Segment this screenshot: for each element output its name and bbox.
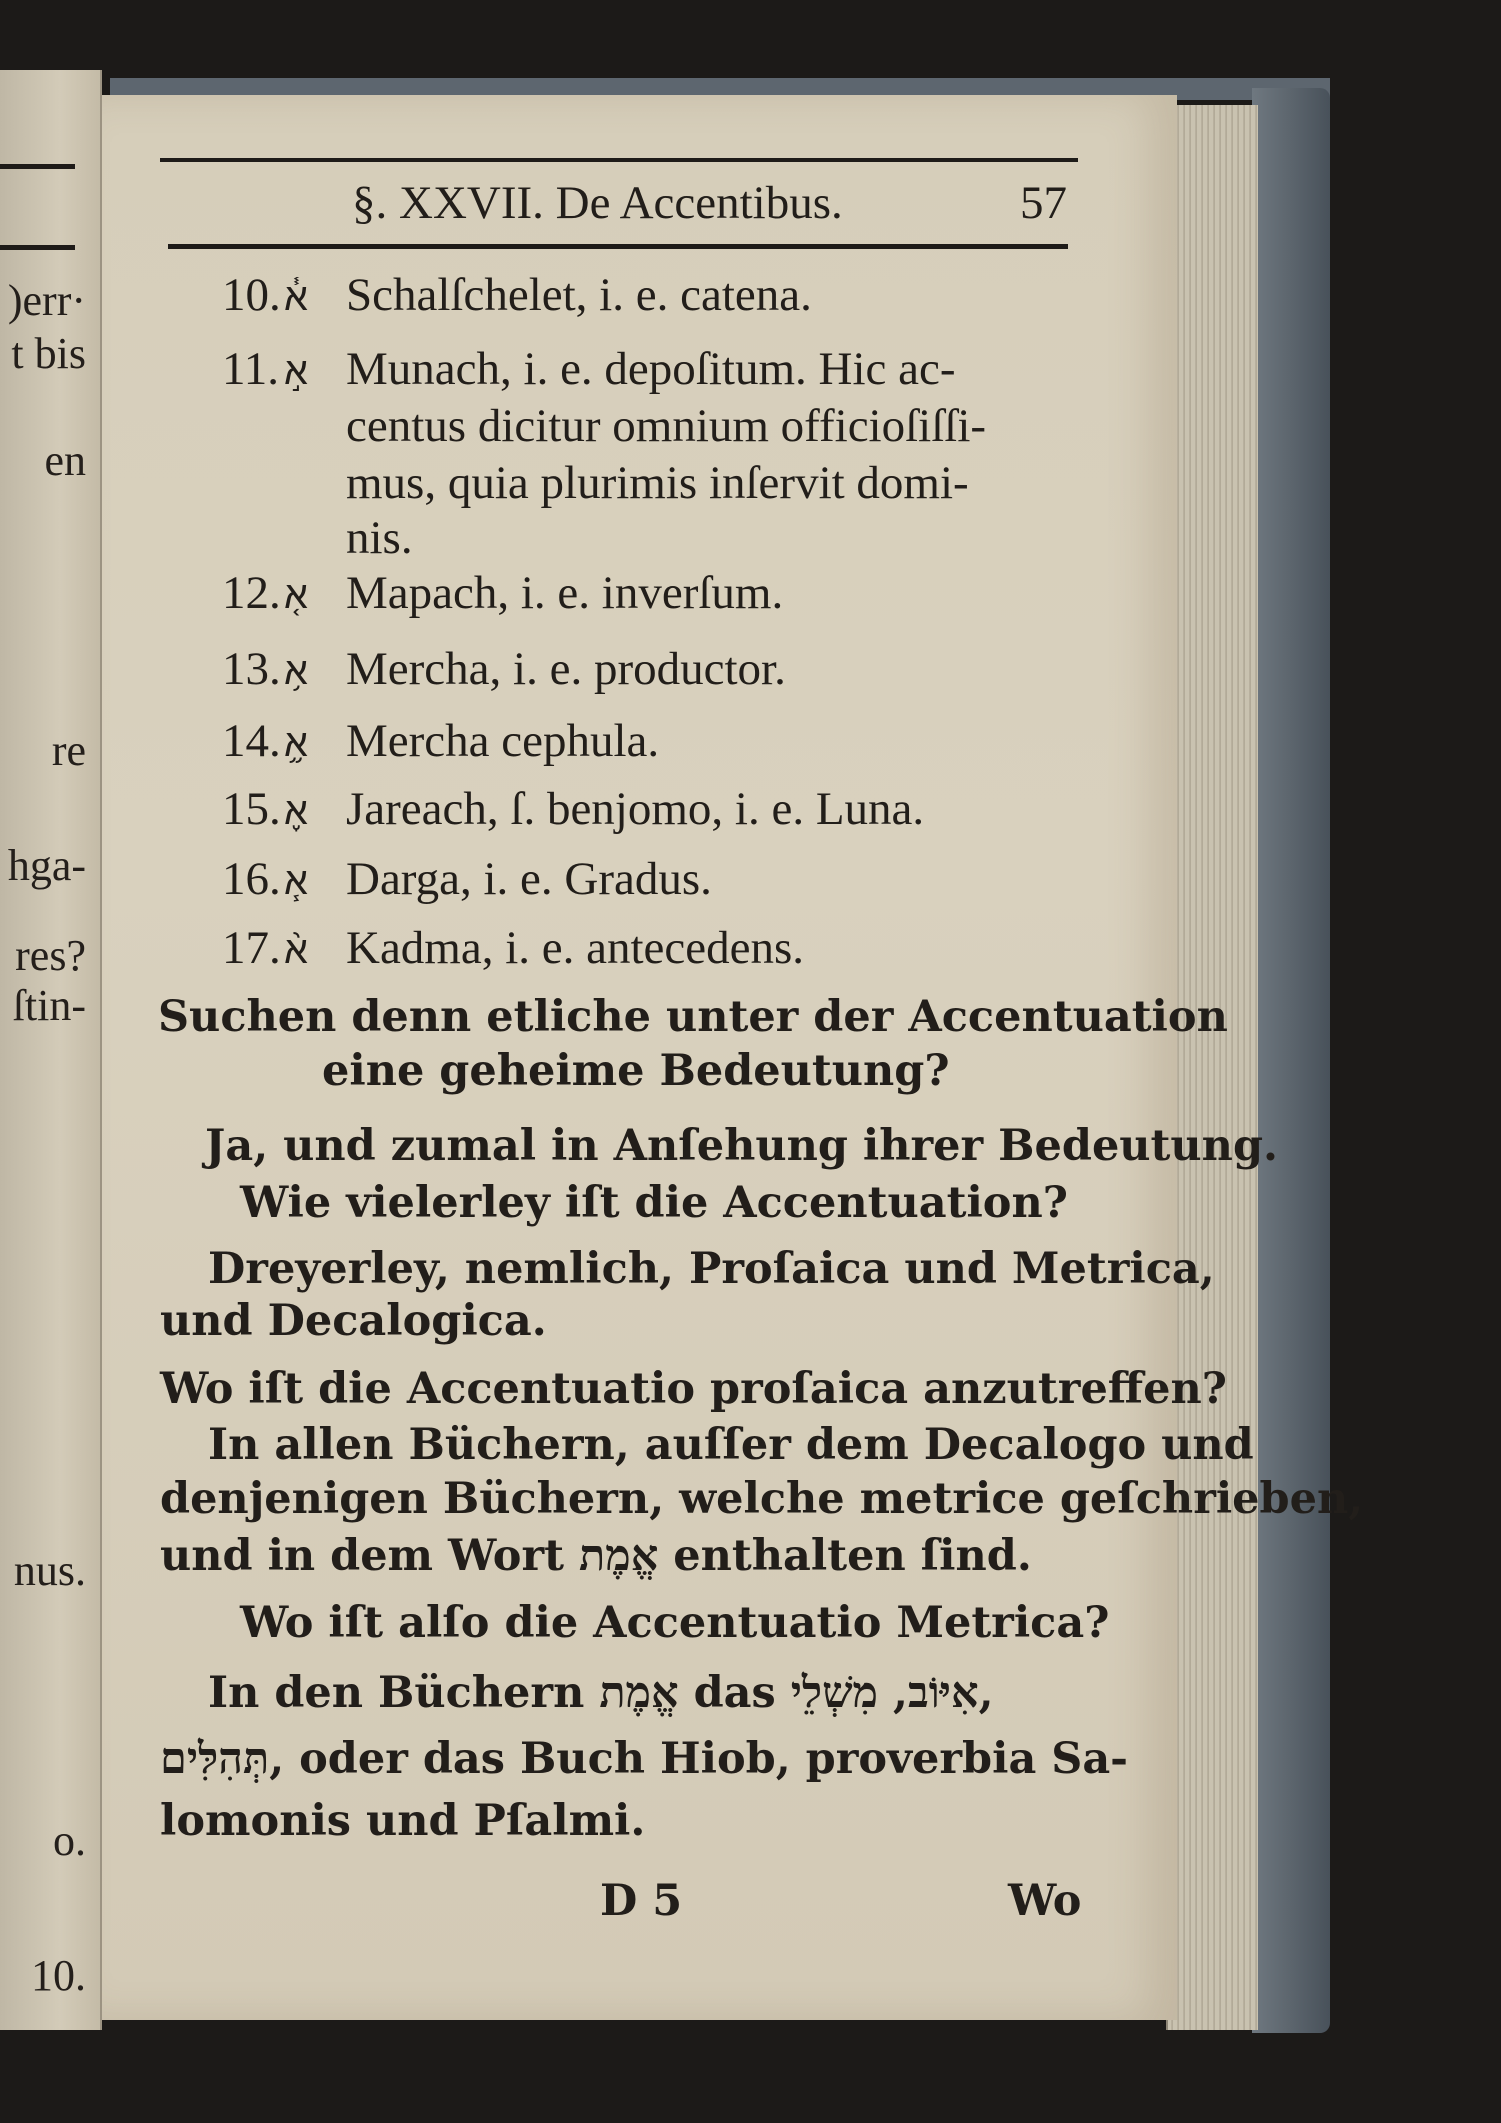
prev-fragment: )err·	[7, 276, 86, 325]
prev-fragment: t bis	[11, 329, 86, 378]
prev-fragment: en	[44, 436, 86, 485]
header-rule-bottom	[168, 244, 1068, 249]
accent-line: nis.	[346, 512, 413, 564]
answer-line: und Decalogica.	[160, 1296, 547, 1346]
prev-page-rule-top	[0, 164, 75, 169]
prev-page-rule-bottom	[0, 245, 75, 250]
accent-glyph-icon: א֦	[284, 721, 308, 765]
prev-fragment: 10.	[31, 1951, 86, 2000]
accent-line: 10.א֓ Schalſchelet, i. e. catena.	[222, 269, 812, 321]
accent-glyph-icon: א֣	[284, 349, 308, 393]
prev-fragment: ſtin-	[12, 981, 86, 1030]
question-line: Wie vielerley iſt die Accentuation?	[240, 1178, 1068, 1228]
accent-line: centus dicitur omnium officioſiſſi-	[346, 400, 987, 452]
answer-line: denjenigen Büchern, welche metrice geſchrieben,	[160, 1474, 1364, 1524]
answer-line: und in dem Wort אֱמֶת enthalten ſind.	[160, 1531, 1032, 1581]
running-title: §. XXVII. De Accentibus.	[352, 177, 843, 229]
accent-line: 13.א֥ Mercha, i. e. productor.	[222, 643, 786, 695]
answer-line: lomonis und Pſalmi.	[160, 1796, 646, 1846]
accent-line: 16.א֧ Darga, i. e. Gradus.	[222, 853, 712, 905]
prev-fragment: re	[51, 726, 86, 775]
answer-line: In allen Büchern, auſſer dem Decalogo und	[208, 1420, 1254, 1470]
prev-fragment: hga-	[7, 841, 86, 890]
prev-fragment: nus.	[13, 1546, 86, 1595]
catchword: Wo	[1008, 1876, 1082, 1926]
accent-glyph-icon: א֥	[284, 649, 308, 693]
accent-line: 12.א֤ Mapach, i. e. inverſum.	[222, 567, 784, 619]
accent-line: 11. א֣ Munach, i. e. depoſitum. Hic ac-	[222, 343, 956, 395]
question-line: eine geheime Bedeutung?	[322, 1046, 950, 1096]
book-cover-edge	[1252, 88, 1330, 2033]
accent-glyph-icon: א֪	[284, 789, 308, 833]
accent-glyph-icon: א֧	[284, 859, 308, 903]
accent-line: 17.א֨ Kadma, i. e. antecedens.	[222, 922, 805, 974]
accent-glyph-icon: א֤	[284, 573, 308, 617]
signature-mark: D 5	[600, 1876, 683, 1926]
prev-fragment: o.	[53, 1816, 86, 1865]
answer-line: Dreyerley, nemlich, Proſaica und Metrica,	[208, 1244, 1215, 1294]
question-line: Wo iſt die Accentuatio proſaica anzutreffen?	[160, 1364, 1227, 1414]
prev-fragment: res?	[15, 931, 86, 980]
accent-glyph-icon: א֓	[284, 275, 308, 319]
previous-page-edge	[0, 70, 102, 2030]
answer-line: In den Büchern אֱמֶת das אִיּוֹב, מִשְׁלֵי,	[208, 1668, 994, 1718]
question-line: Wo iſt alſo die Accentuatio Metrica?	[240, 1598, 1110, 1648]
question-line: Suchen denn etliche unter der Accentuation	[158, 992, 1228, 1042]
answer-line: תְּהִלִּים, oder das Buch Hiob, proverbia Sa-	[160, 1734, 1129, 1784]
accent-glyph-icon: א֨	[284, 928, 308, 972]
accent-line: 14.א֦ Mercha cephula.	[222, 715, 660, 767]
accent-line: 15.א֪ Jareach, ſ. benjomo, i. e. Luna.	[222, 783, 925, 835]
page-number: 57	[1020, 177, 1067, 229]
accent-line: mus, quia plurimis inſervit domi-	[346, 457, 969, 509]
page-fore-edge	[1166, 105, 1258, 2030]
answer-line: Ja, und zumal in Anſehung ihrer Bedeutung.	[205, 1121, 1278, 1171]
header-rule-top	[160, 158, 1078, 162]
